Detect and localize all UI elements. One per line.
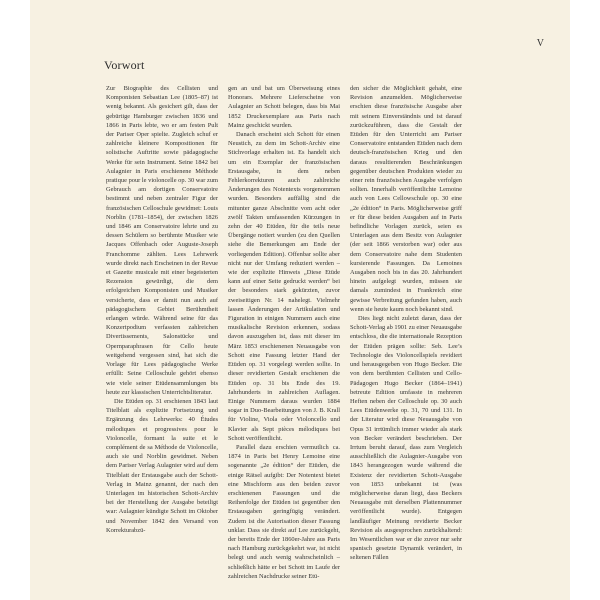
paragraph: Danach erscheint sich Schott für einen Neustich, zu dem im Schott-Archiv eine Stichvorlage erhalten ist. Es handelt sich um ein Exemplar der französischen Erstausgabe, in dem neben Fehlerkorrekturen auch zahlreiche Änderungen des Notentexts vorgenommen wurden. Besonders auffällig sind die mitunter ganze Abschnitte vom acht oder zwölf Takten umfassenden Kürzungen in zehn der 40 Etüden, für die teils neue Übergänge notiert wurden (zu den Quellen siehe die Bemerkungen am Ende der vorliegenden Edition). Offenbar sollte aber nicht nur der Umfang reduziert werden – wie der explizite Hinweis „Diese Etüde kann auf einer Seite gedruckt werden“ bei der besonders stark gekürzten, zuvor zweiseitigen Nr. 14 nahelegt. Vielmehr lassen Änderungen der Artikulation und Figuration in einigen Nummern auch eine musikalische Revision erkennen, sodass davon auszugehen ist, dass mit dieser im März 1853 erschienenen Neuausgabe von Schott eine Fassung letzter Hand der Etüden op. 31 vorgelegt werden sollte. In dieser revidierten Gestalt erschienen die Etüden op. 31 bis Ende des 19. Jahrhunderts in zahlreichen Auflagen. Einige Nummern daraus wurden 1884 sogar in Duo-Bearbeitungen von J. B. Krall für Violine, Viola oder Violoncello und Klavier als Sept pièces mélodiques bei Schott veröffentlicht. <box>228 131 340 442</box>
paragraph: Parallel dazu erschien vermutlich ca. 1874 in Paris bei Henry Lemoine eine sogenannte „2e édition“ der Etüden, die einige Rätsel aufgibt: Der Notentext bietet eine Mischform aus den beiden zuvor erschienenen Fassungen und die Reihenfolge der Etüden ist gegenüber den Erstausgaben geringfügig verändert. Zudem ist die Autorisation dieser Fassung unklar. Dass sie direkt auf Lee zurückgeht, der bereits Ende der 1860er-Jahre aus Paris nach Hamburg zurückgekehrt war, ist nicht belegt und auch wenig wahrscheinlich – schließlich hätte er bei Schott im Laufe der zahlreichen Nachdrucke seiner Etü- <box>228 443 340 580</box>
book-page <box>30 0 570 600</box>
text-column-1 <box>106 84 218 535</box>
paragraph: Zur Biographie des Cellisten und Komponisten Sebastian Lee (1805–87) ist wenig bekannt. Als gesichert gilt, dass der gebürtige Hamburger zwischen 1836 und 1866 in Paris lebte, wo er am festen Pult der Pariser Oper spielte. Zugleich schuf er zahlreiche kleinere Kompositionen für solistische Auftritte sowie pädagogische Werke für sein Instrument. Seine 1842 bei Aulagnier in Paris erschienene Méthode pratique pour le violoncelle op. 30 war zum Gebrauch am dortigen Conservatoire bestimmt und neben zentraler Figur der französischen Celloschule gewidmet: Louis Norblin (1781–1854), der zwischen 1826 und 1846 am Conservatoire lehrte und zu dessen Schülern so berühmte Musiker wie Jacques Offenbach oder Auguste-Joseph Franchomme zählten. Lees Lehrwerk wurde direkt nach Erscheinen in der Revue et Gazette musicale mit einer begeisterten Rezension gewürdigt, die dem erfolgreichen Komponisten und Musiker versicherte, dass er damit nun auch auf pädagogischem Gebiet Berühmtheit erlangen würde. Während seine für das Konzertpodium verfassten zahlreichen Divertissements, Salonstücke und Opernparaphrasen für Cello heute weitgehend vergessen sind, hat sich die Vorlage für Lees pädagogische Werke erfüllt: Seine Celloschule gehört ebenso wie viele seiner Etüdensammlungen bis heute zur klassischen Unterrichtsliteratur. <box>106 85 218 396</box>
page-title: Vorwort <box>104 58 145 72</box>
paragraph: den sicher die Möglichkeit gehabt, eine Revision anzumelden. Möglicherweise erschien diese französische Ausgabe aber mit seinem Einverständnis und ist darauf zurückzuführen, dass die Gestalt der Etüden für den Unterricht am Pariser Conservatoire entstanden Etüden nach dem deutsch-französischen Krieg und den daraus resultierenden Beschränkungen gegenüber deutschen Produkten wieder zu einer rein französischen Ausgabe verfolgen sollten. Innerhalb veröffentlichte Lemoine auch von Lees Cellowschule op. 30 eine „2e édition“ in Paris. Möglicherweise griff er für diese beiden Ausgaben auf in Paris befindliche Vorlagen zurück, seien es Unterlagen aus dem Besitz von Aulagnier (der seit 1866 verstorben war) oder aus dem Conservatoire nahe dem Studenten kursierende Fassungen. Da Lemoines Ausgaben noch bis in das 20. Jahrhundert hinein aufgelegt wurden, müssen sie damals zumindest in Frankreich eine gewisse Verbreitung gefunden haben, auch wenn sie heute kaum noch bekannt sind. <box>350 85 462 313</box>
paragraph: Die Etüden op. 31 erschienen 1843 laut Titelblatt als explizite Fortsetzung und Ergänzung des Lehrwerks: 40 Études mélodiques et progressives pour le Violoncelle, formant la suite et le complément de sa Méthode de Violoncelle, auch sie und Norblin gewidmet. Neben dem Pariser Verlag Aulagnier wird auf dem Titelblatt der Erstausgabe auch der Schott-Verlag in Mainz genannt, der nach den Unterlagen im historischen Schott-Archiv bei der Herstellung der Ausgabe beteiligt war: Aulagnier kündigte Schott im Oktober und November 1842 den Versand von Korrekturabzü- <box>106 397 218 534</box>
paragraph: gen an und bat um Überweisung eines Honorars. Mehrere Lieferscheine von Aulagnier an Schott belegen, dass bis Mai 1852 Druckexemplare aus Paris nach Mainz geschickt wurden. <box>228 85 340 129</box>
paragraph: Dies liegt nicht zuletzt daran, dass der Schott-Verlag ab 1901 zu einer Neuausgabe entschloss, die die internationale Rezeption der Etüden prägen sollte: Seb. Lee’s Technologie des Violoncellspiels revidiert und herausgegeben von Hugo Becker. Die von dem berühmten Cellisten und Cello-Pädagogen Hugo Becker (1864–1941) betreute Edition umfasste in mehreren Heften neben der Celloschule op. 30 auch Lees Etüdenwerke op. 31, 70 und 131. In der Literatur wird diese Neuausgabe von Opus 31 irrtümlich immer wieder als stark von Becker verändert beschrieben. Der Irrtum beruht darauf, dass zum Vergleich ausschließlich die Aulagnier-Ausgabe von 1843 herangezogen wurde während die Existenz der revidierten Schott-Ausgabe von 1853 unbekannt ist (was möglicherweise daran liegt, dass Beckers Neuausgabe mit derselben Plattennummer veröffentlicht wurde). Entgegen landläufiger Meinung revidierte Becker Revision als ausgesprochen zurückhaltend: Im Wesentlichen war er die zuvor nur sehr spanisch gesetzte Dynamik verändert, in seltenen Fällen <box>350 315 462 562</box>
page-number: V <box>536 38 544 49</box>
text-column-2 <box>228 84 340 581</box>
text-column-3 <box>350 84 462 563</box>
